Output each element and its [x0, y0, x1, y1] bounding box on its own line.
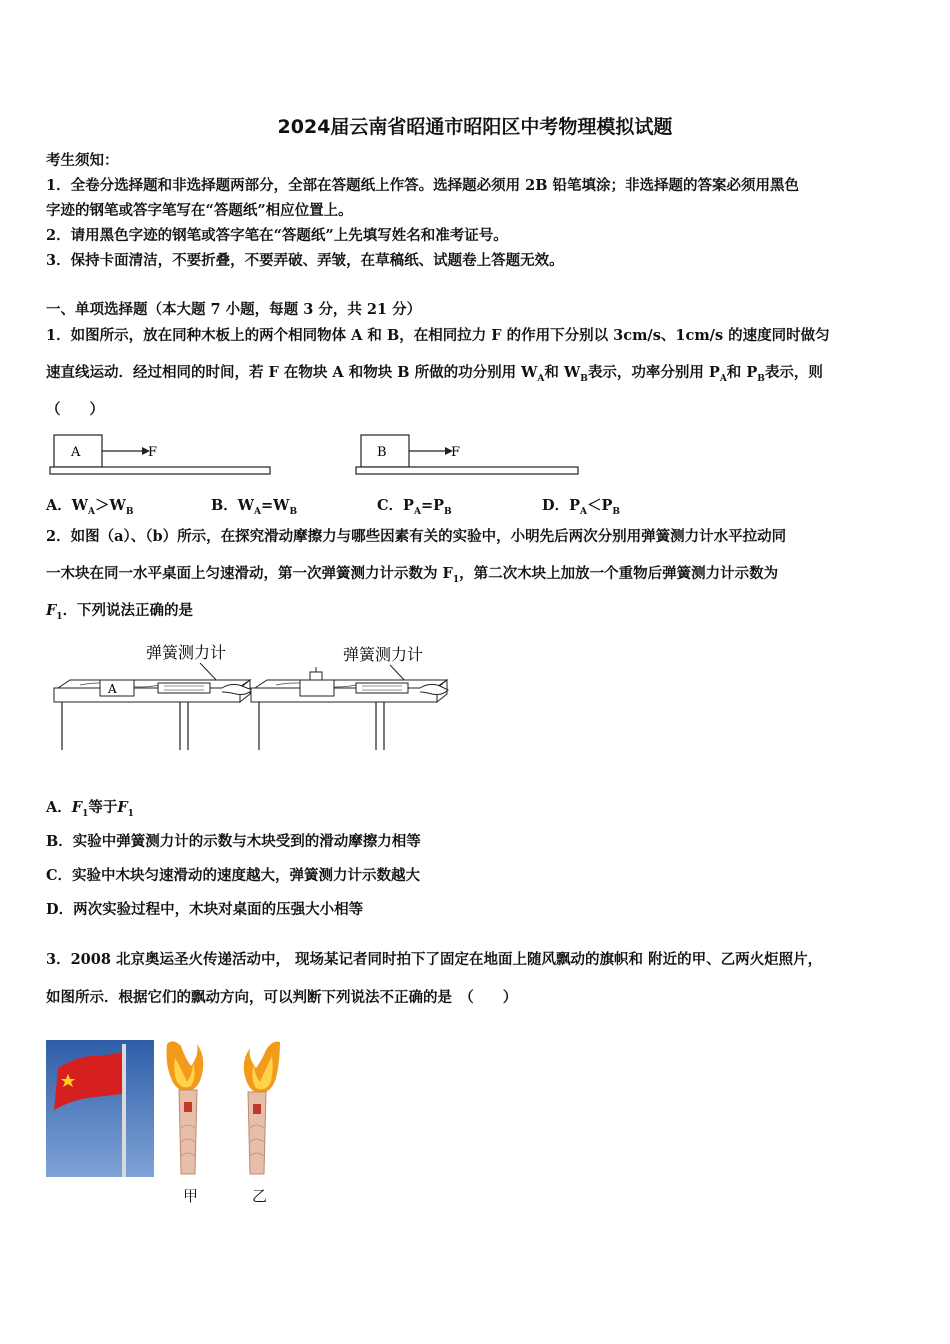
q2-figure — [50, 636, 450, 754]
q2-sub: 1 — [56, 611, 63, 622]
q1-option-a[interactable] — [46, 494, 133, 517]
torch-jia — [163, 1038, 211, 1178]
q2-option-text: A． — [46, 799, 72, 816]
q1-option-text: ＞W — [95, 497, 126, 514]
block-a-label: A — [71, 445, 81, 460]
section-heading: 一、单项选择题（本大题 7 小题，每题 3 分，共 21 分） — [46, 301, 422, 318]
q1-option-sub: B — [444, 506, 452, 517]
q1-option-text: =P — [420, 497, 444, 514]
notice-item-1a: 1．全卷分选择题和非选择题两部分，全部在答题纸上作答。选择题必须用 2B 铅笔填涂；非选择题的答案必须用黑色 — [46, 177, 800, 194]
q2-line-1: 2．如图（a）、（b）所示，在探究滑动摩擦力与哪些因素有关的实验中，小明先后两次分别用弹簧测力计水平拉动同 — [46, 528, 787, 545]
q2-line-3 — [46, 601, 908, 627]
q2-figure-a — [54, 643, 252, 750]
q1-text: 速直线运动．经过相同的时间，若 F 在物块 A 和物块 B 所做的功分别用 W — [46, 364, 538, 381]
q1-option-text: C．P — [377, 497, 414, 514]
q1-bracket: （ ） — [46, 401, 104, 418]
q2-option-b[interactable]: B．实验中弹簧测力计的示数与木块受到的滑动摩擦力相等 — [46, 833, 421, 850]
q1-option-sub: A — [88, 506, 96, 517]
q1-sub: B — [757, 373, 765, 384]
q2-option-c[interactable]: C．实验中木块匀速滑动的速度越大，弹簧测力计示数越大 — [46, 867, 421, 884]
q3-line-1: 3．2008 北京奥运圣火传递活动中， 现场某记者同时拍下了固定在地面上随风飘动的旗帜和 附近的甲、乙两火炬照片， — [46, 951, 823, 968]
q1-sub: A — [537, 373, 545, 384]
q1-sub: A — [719, 373, 727, 384]
q1-option-text: A．W — [46, 497, 89, 514]
q1-option-text: =W — [261, 497, 290, 514]
caption-yi: 乙 — [252, 1187, 268, 1205]
q1-option-d[interactable] — [542, 494, 620, 517]
notice-item-3: 3．保持卡面清洁，不要折叠，不要弄破、弄皱，在草稿纸、试题卷上答题无效。 — [46, 252, 564, 269]
q2-option-text: 等于 — [88, 799, 118, 816]
block-b-label: B — [377, 445, 387, 460]
q1-option-sub: A — [579, 506, 587, 517]
q2-option-text: F — [71, 799, 83, 816]
q2-line-2 — [46, 564, 908, 590]
q1-line-2 — [46, 363, 908, 389]
q1-line-1: 1．如图所示，放在同种木板上的两个相同物体 A 和 B，在相同拉力 F 的作用下分别以 3cm/s、1cm/s 的速度同时做匀 — [46, 327, 830, 344]
q3-line-2: 如图所示．根据它们的飘动方向，可以判断下列说法不正确的是 （ ） — [46, 989, 518, 1006]
q2-sub: 1 — [452, 574, 460, 585]
q1-option-text: B．W — [211, 497, 255, 514]
q1-option-text: ＜P — [586, 497, 613, 514]
q1-figure — [46, 430, 586, 482]
caption-jia: 甲 — [183, 1187, 199, 1205]
q2-text: F — [46, 602, 57, 619]
q1-option-sub: B — [289, 506, 298, 517]
q1-text: 和 P — [726, 364, 758, 381]
q1-option-sub: A — [413, 506, 421, 517]
notice-heading: 考生须知： — [46, 152, 119, 169]
q2-figure-b — [251, 645, 448, 750]
flag-photo — [46, 1040, 156, 1178]
q1-text: 表示，功率分别用 P — [587, 364, 720, 381]
q2-option-text: F — [117, 799, 128, 816]
spring-scale-label: 弹簧测力计 — [146, 643, 227, 662]
q1-option-sub: B — [612, 506, 620, 517]
torch-yi — [236, 1038, 284, 1178]
q1-option-sub: B — [125, 506, 134, 517]
notice-item-2: 2．请用黑色字迹的钢笔或答字笔在“答题纸”上先填写姓名和准考证号。 — [46, 227, 508, 244]
spring-scale-label: 弹簧测力计 — [343, 645, 424, 664]
q1-text: 表示，则 — [764, 364, 823, 381]
q2-option-sub: 1 — [82, 808, 89, 819]
force-f-label: F — [451, 445, 461, 460]
notice-item-1b: 字迹的钢笔或答字笔写在“答题纸”相应位置上。 — [46, 202, 353, 219]
q1-option-text: D．P — [542, 497, 580, 514]
wood-block-label: A — [108, 682, 117, 696]
q2-option-a[interactable] — [46, 796, 134, 819]
q1-option-c[interactable] — [377, 494, 452, 517]
q2-option-sub: 1 — [127, 808, 134, 819]
page-title: 2024届云南省昭通市昭阳区中考物理模拟试题 — [277, 116, 673, 138]
q1-option-sub: A — [254, 506, 262, 517]
q2-text: ，第二次木块上加放一个重物后弹簧测力计示数为 — [459, 565, 779, 582]
q1-figure-b — [356, 435, 578, 474]
q1-sub: B — [580, 373, 588, 384]
q1-figure-a — [50, 435, 270, 474]
force-f-label: F — [148, 445, 158, 460]
q2-text: ．下列说法正确的是 — [62, 602, 194, 619]
q2-option-d[interactable]: D．两次实验过程中，木块对桌面的压强大小相等 — [46, 901, 364, 918]
q1-option-b[interactable] — [211, 494, 297, 517]
q1-text: 和 W — [544, 364, 581, 381]
q2-text: 一木块在同一水平桌面上匀速滑动，第一次弹簧测力计示数为 F — [46, 565, 453, 582]
